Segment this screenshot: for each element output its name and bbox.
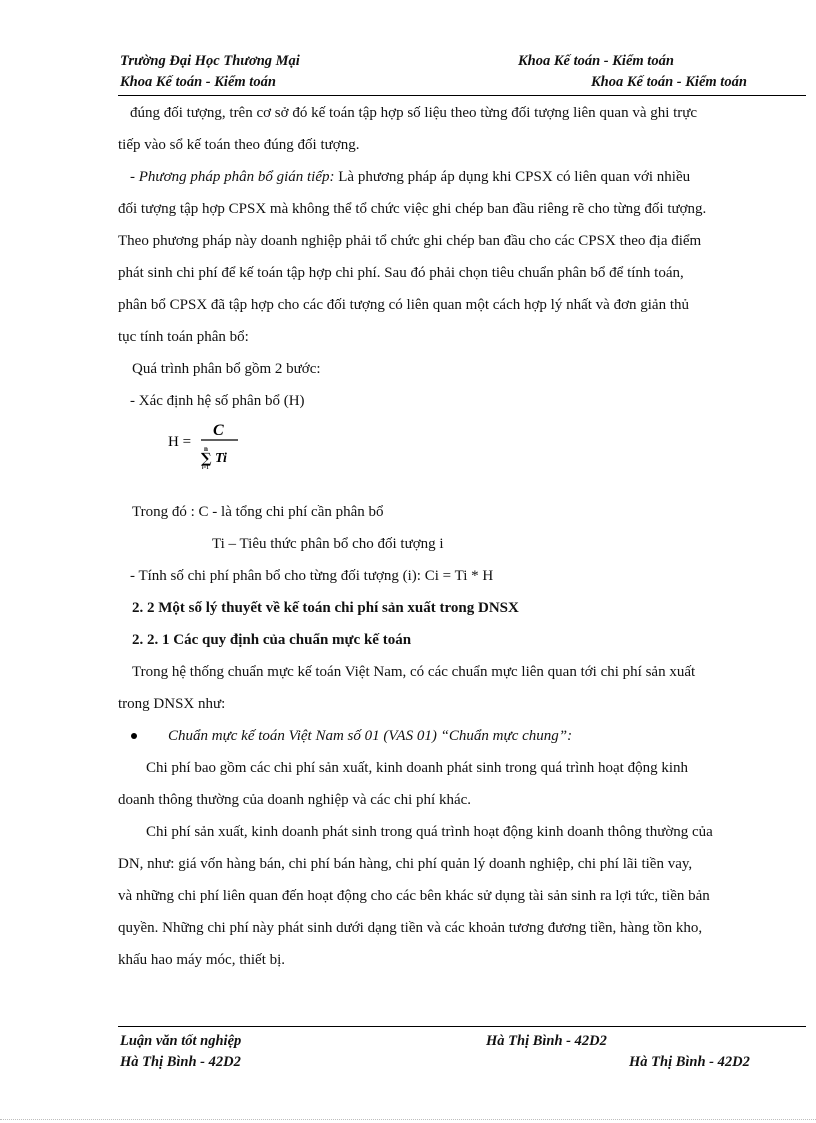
body-line: và những chi phí liên quan đến hoạt động cho các bên khác sử dụng tài sản sinh ra lợi tức, tiền bản (118, 888, 710, 904)
body-line: tục tính toán phân bổ: (118, 329, 249, 345)
body-line: quyền. Những chi phí này phát sinh dưới dạng tiền và các khoản tương đương tiền, hàng tồn kho, (118, 920, 703, 936)
body-line: tiếp vào sổ kế toán theo đúng đối tượng. (118, 137, 360, 153)
body-line: Chi phí sản xuất, kinh doanh phát sinh trong quá trình hoạt động kinh doanh thông thường của (146, 824, 713, 840)
footer-author-left: Hà Thị Bình - 42D2 (120, 1054, 241, 1070)
bullet-icon (131, 733, 137, 739)
body-line: - Xác định hệ số phân bổ (H) (130, 393, 305, 409)
header-dept-right: Khoa Kế toán - Kiểm toán (518, 53, 674, 69)
body-line: đối tượng tập hợp CPSX mà không thể tổ chức việc ghi chép ban đầu riêng rẽ cho từng đối tượng. (118, 201, 707, 217)
section-heading: 2. 2 Một số lý thuyết về kế toán chi phí sản xuất trong DNSX (132, 600, 519, 616)
header-dept-left: Khoa Kế toán - Kiểm toán (120, 74, 276, 90)
formula-numerator: C (213, 422, 224, 439)
footer-thesis: Luận văn tốt nghiệp (120, 1033, 242, 1049)
page-edge (0, 1119, 816, 1120)
header-school: Trường Đại Học Thương Mại (120, 53, 300, 69)
body-line: Theo phương pháp này doanh nghiệp phải tổ chức ghi chép ban đầu cho các CPSX theo địa điểm (118, 233, 702, 249)
body-line-method: - Phương pháp phân bổ gián tiếp: Là phương pháp áp dụng khi CPSX có liên quan với nhiều (130, 169, 691, 185)
body-line: DN, như: giá vốn hàng bán, chi phí bán hàng, chi phí quản lý doanh nghiệp, chi phí lãi tiền vay, (118, 856, 693, 872)
body-line: - Tính số chi phí phân bổ cho từng đối tượng (i): Ci = Ti * H (130, 568, 494, 584)
footer-author-right: Hà Thị Bình - 42D2 (629, 1054, 750, 1070)
formula-term: Ti (215, 451, 227, 466)
formula-lhs: H = (168, 434, 192, 450)
method-term: Phương pháp phân bổ gián tiếp: (138, 169, 335, 185)
subsection-heading: 2. 2. 1 Các quy định của chuẩn mực kế toán (132, 632, 412, 648)
bullet-item: Chuẩn mực kế toán Việt Nam số 01 (VAS 01) “Chuẩn mực chung”: (168, 728, 573, 744)
body-line: Chi phí bao gồm các chi phí sản xuất, kinh doanh phát sinh trong quá trình hoạt động kinh (146, 760, 688, 776)
header-rule (118, 95, 806, 96)
body-line: Quá trình phân bổ gồm 2 bước: (132, 361, 321, 377)
footer-rule (118, 1026, 806, 1027)
body-line: doanh thông thường của doanh nghiệp và các chi phí khác. (118, 792, 472, 808)
body-line: Ti – Tiêu thức phân bổ cho đối tượng i (212, 536, 444, 552)
body-line: trong DNSX như: (118, 696, 226, 712)
body-line: đúng đối tượng, trên cơ sở đó kế toán tập hợp số liệu theo từng đối tượng liên quan và ghi trực (130, 105, 698, 121)
body-line: Trong hệ thống chuẩn mực kế toán Việt Nam, có các chuẩn mực liên quan tới chi phí sản xuất (132, 664, 696, 680)
footer-author-mid: Hà Thị Bình - 42D2 (486, 1033, 607, 1049)
allocation-formula (168, 418, 258, 471)
body-line: phân bổ CPSX đã tập hợp cho các đối tượng có liên quan một cách hợp lý nhất và đơn giản thủ (118, 297, 689, 313)
body-line: Trong đó : C - là tổng chi phí cần phân bổ (132, 504, 384, 520)
sum-icon: ∑ (201, 451, 212, 467)
header-dept-right-2: Khoa Kế toán - Kiểm toán (591, 74, 747, 90)
body-line: phát sinh chi phí để kế toán tập hợp chi phí. Sau đó phải chọn tiêu chuẩn phân bổ để tính toán, (118, 265, 684, 281)
sum-upper: n (204, 445, 208, 453)
sum-lower: i=1 (202, 466, 209, 471)
body-line: khấu hao máy móc, thiết bị. (118, 952, 286, 968)
